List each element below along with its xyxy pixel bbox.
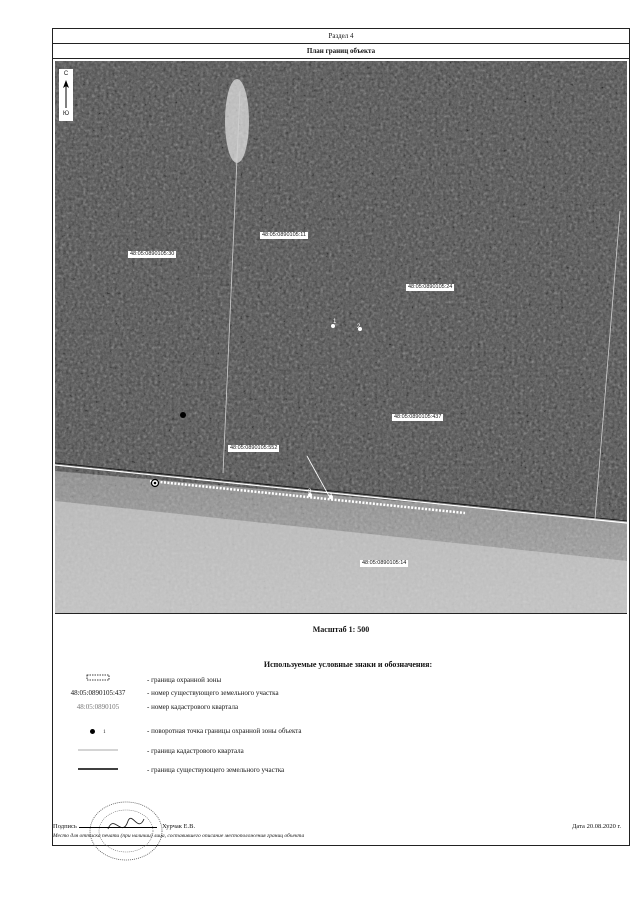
legend-text: - граница кадастрового квартала [147,747,244,755]
parcel-label: 48:05:0890105:437 [394,414,442,420]
legend-item [53,687,629,699]
legend-text: - поворотная точка границы охранной зоны объекта [147,727,302,735]
legend-text: - граница существующего земельного участка [147,766,285,774]
legend-item [53,701,629,713]
page-title: План границ объекта [53,44,629,59]
parcel-label: 48:05:0890105:30 [130,251,175,257]
legend-symbol: 48:05:0890105 [76,703,120,711]
turning-point-label: 1 [333,319,337,325]
turning-point-label: 3 [308,489,312,495]
parcel-label: 48:05:0890105:11 [262,232,306,238]
seal-footnote: Место для оттиска печати (при наличии) лица, составившего описание местоположения границ объекта [53,833,305,839]
turning-point-label: 4 [329,493,333,499]
signature-label: Подпись [53,823,77,830]
legend-title: Используемые условные знаки и обозначения: [263,660,433,669]
parcel-boundary-symbol [78,766,118,772]
legend-symbol [53,764,143,776]
signer-name: Хурчак Е.В. [162,823,196,830]
legend-item [53,764,629,776]
section-heading: Раздел 4 [53,29,629,44]
compass-south-label: Ю [62,111,70,117]
legend-item [53,674,629,686]
aerial-map [55,61,627,614]
parcel-label: 48:05:0890105:552 [230,445,278,451]
legend-item [53,745,629,757]
legend-text: - номер существующего земельного участка [147,689,279,697]
north-arrow [59,69,73,121]
aerial-photo [55,61,627,613]
legend-symbol [53,745,143,757]
compass-north-label: С [63,71,69,77]
signature-date: Дата 20.08.2020 г. [571,823,621,830]
legend-text: - номер кадастрового квартала [147,703,239,711]
zone-boundary-symbol [86,674,110,682]
turning-point-icon [90,729,95,734]
parcel-label: 48:05:0890105:24 [408,284,453,290]
legend-symbol: 48:05:0890105:437 [70,689,126,697]
document-sheet [52,28,630,846]
parcel-label: 48:05:0890105:14 [362,560,407,566]
north-arrow-icon [63,80,69,108]
turning-point-label: 2 [357,324,361,330]
legend-symbol: 1 [53,725,143,739]
legend-symbol [53,674,143,686]
legend-text: - граница охранной зоны [147,676,222,684]
stamp-seal [86,799,166,863]
quarter-boundary-symbol [78,747,118,753]
signature-line [53,823,195,830]
legend-item [53,725,629,737]
map-scale: Масштаб 1: 500 [312,625,370,634]
